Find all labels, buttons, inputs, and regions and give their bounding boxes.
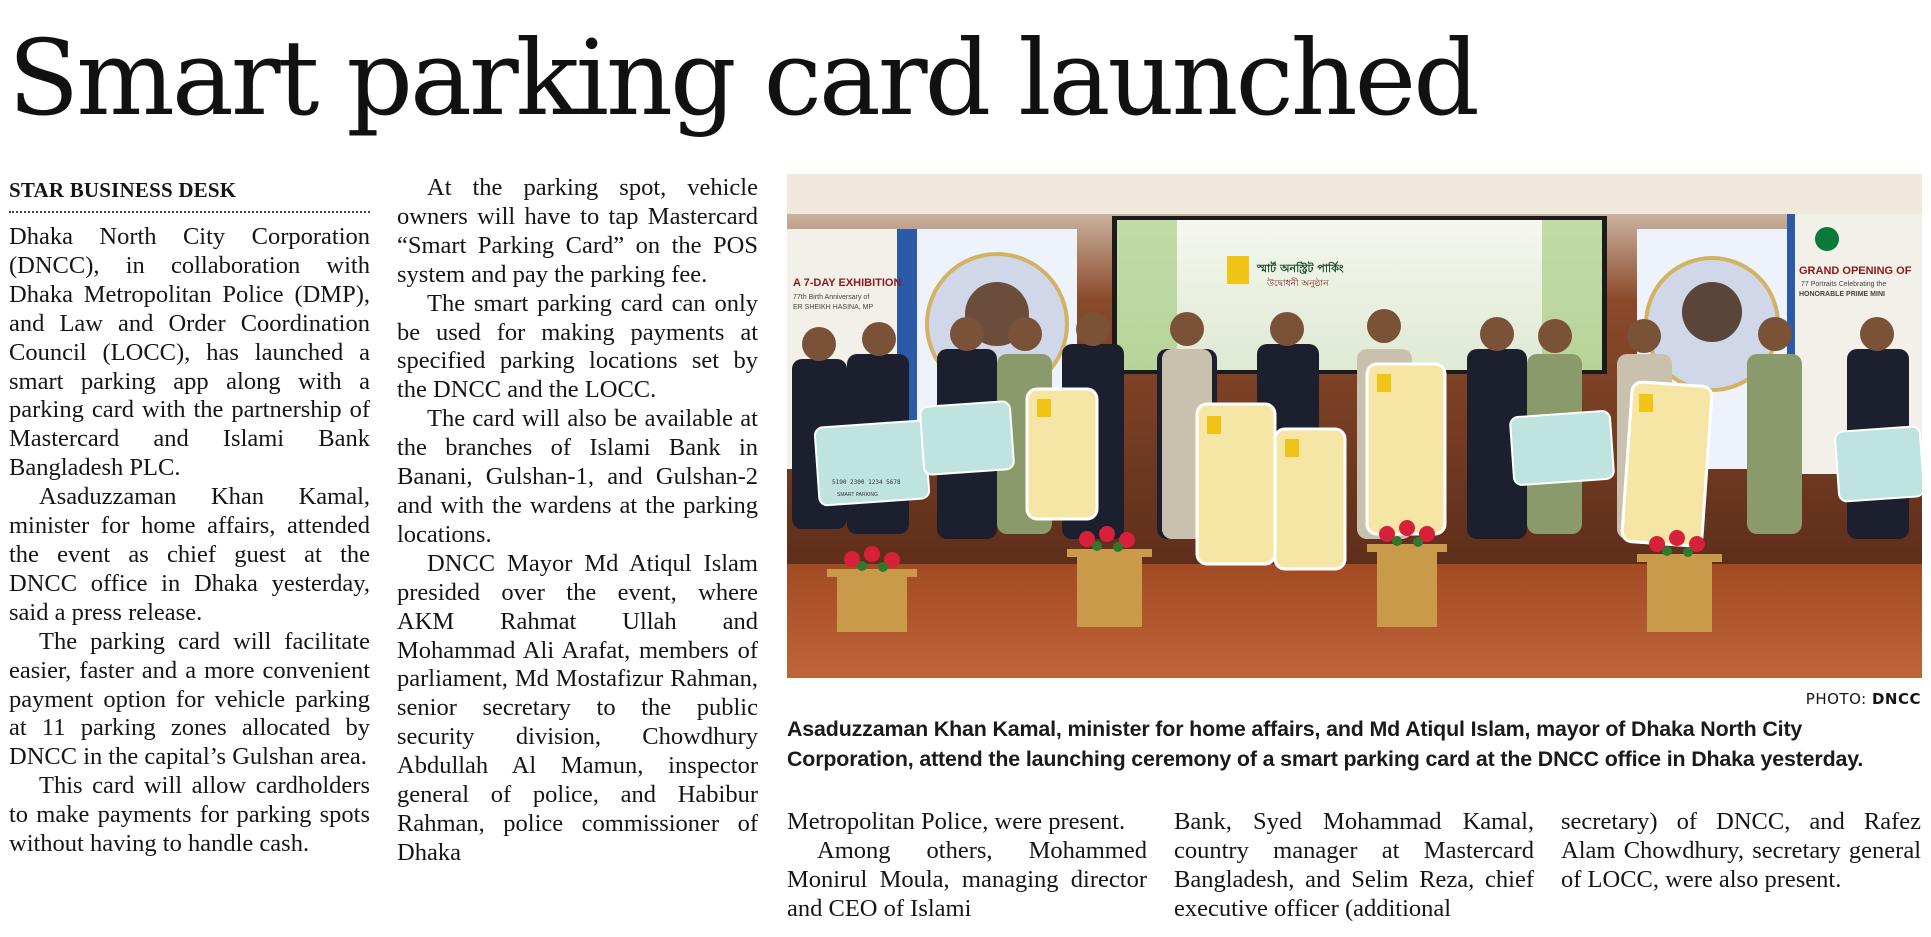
photo-credit-source: DNCC (1871, 690, 1921, 708)
paragraph: At the parking spot, vehicle owners will have to tap Mastercard “Smart Parking Card” on the POS system and pay the parking fee. (397, 174, 758, 288)
paragraph: Bank, Syed Mohammad Kamal, country manager at Mastercard Bangladesh, and Selim Reza, chief executive officer (additional (1174, 808, 1534, 922)
paragraph: secretary) of DNCC, and Rafez Alam Chowdhury, secretary general of LOCC, were also present. (1561, 808, 1921, 893)
paragraph: Among others, Mohammed Monirul Moula, managing director and CEO of Islami (787, 836, 1147, 922)
screen-subtitle: উদ্বোধনী অনুষ্ঠান (1267, 279, 1329, 289)
paragraph: The smart parking card can only be used for making payments at specified parking locations set by the DNCC and the LOCC. (397, 289, 758, 404)
photo-caption: Asaduzzaman Khan Kamal, minister for home affairs, and Md Atiqul Islam, mayor of Dhaka North City Corporation, attend the launching ceremony of a smart parking card at the DNCC office in Dhaka yesterday. (787, 717, 1864, 771)
photo-credit-label: PHOTO: (1805, 690, 1867, 708)
banner-right-sub2: HONORABLE PRIME MINI (1799, 291, 1885, 298)
banner-left-sub1: 77th Birth Anniversary of (793, 294, 870, 301)
paragraph: This card will allow cardholders to make payments for parking spots without having to handle cash. (9, 772, 370, 858)
paragraph: Dhaka North City Corporation (DNCC), in collaboration with Dhaka Metropolitan Police (DMP), and Law and Order Coordination Council (LOCC), has launched a smart parking app along with a parking card with the partnership of Mastercard and Islami Bank Bangladesh PLC. (9, 223, 370, 482)
article-column-5 (1561, 808, 1921, 895)
article-column-2 (397, 174, 758, 868)
byline: STAR BUSINESS DESK (9, 178, 237, 202)
paragraph: The card will also be available at the branches of Islami Bank in Banani, Gulshan-1, and Gulshan-2 and with the wardens at the parking locations. (397, 405, 758, 548)
screen-title: স্মার্ট অনস্ট্রিট পার্কিং (1257, 262, 1344, 275)
article-column-1 (9, 223, 370, 859)
banner-left-title: A 7-DAY EXHIBITION (793, 277, 902, 289)
paragraph: Metropolitan Police, were present. (787, 808, 1126, 835)
card-number: 5190 2300 1234 5678 (832, 479, 901, 486)
banner-left-sub2: ER SHEIKH HASINA, MP (793, 304, 874, 311)
event-photo (787, 174, 1922, 678)
article-column-4 (1174, 808, 1534, 924)
article-column-3 (787, 808, 1147, 924)
card-label: SMART PARKING (837, 492, 878, 498)
byline-divider (9, 211, 370, 213)
smart-card-prop (814, 420, 929, 505)
headline: Smart parking card launched (8, 17, 1477, 139)
banner-right-title: GRAND OPENING OF (1799, 265, 1912, 277)
paragraph: The parking card will facilitate easier, faster and a more convenient payment option for vehicle parking at 11 parking zones allocated by DNCC in the capital’s Gulshan area. (9, 627, 370, 771)
paragraph: DNCC Mayor Md Atiqul Islam presided over the event, where AKM Rahmat Ullah and Mohammad Ali Arafat, members of parliament, Md Mostafizur Rahman, senior secretary to the public security division, Chowdhury Abdullah Al Mamun, inspector general of police, and Habibur Rahman, police commissioner of Dhaka (397, 549, 758, 866)
paragraph: Asaduzzaman Khan Kamal, minister for home affairs, attended the event as chief guest at the DNCC office in Dhaka yesterday, said a press release. (9, 483, 370, 626)
banner-right-sub1: 77 Portraits Celebrating the (1801, 281, 1887, 288)
photo-credit (1806, 690, 1921, 708)
